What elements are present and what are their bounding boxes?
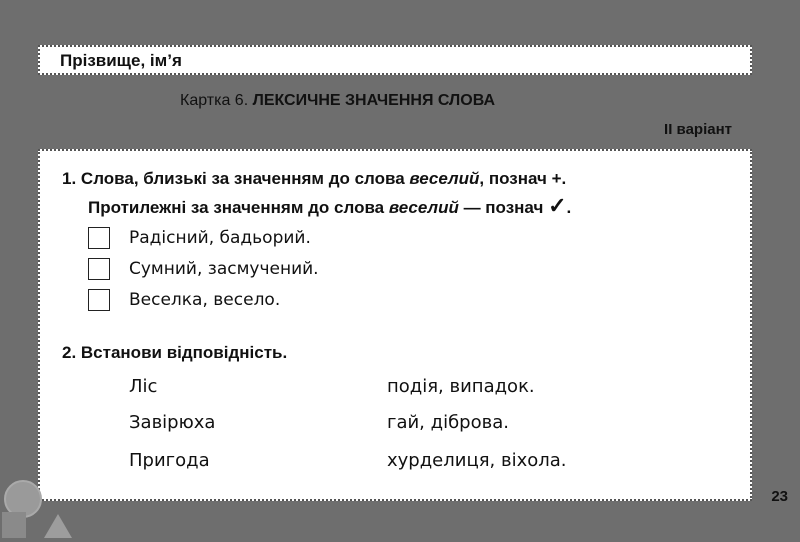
triangle-decoration-icon	[44, 514, 72, 538]
card-title	[180, 92, 495, 110]
name-label: Прізвище, ім’я	[60, 51, 182, 70]
task2-title: 2. Встанови відповідність.	[62, 343, 288, 362]
card-number: Картка 6.	[180, 92, 249, 109]
task1-line2	[88, 193, 571, 219]
task1-line1	[62, 169, 566, 189]
checkmark-icon: ✓	[548, 193, 567, 218]
task1-text-c: Протилежні за значенням до слова	[88, 198, 389, 217]
task1-word-2: веселий	[388, 198, 459, 217]
task1-number: 1.	[62, 169, 77, 188]
task1-text-end: .	[566, 198, 572, 217]
card-topic: ЛЕКСИЧНЕ ЗНАЧЕННЯ СЛОВА	[252, 92, 496, 109]
page-number: 23	[771, 488, 788, 505]
task1-text-a: Слова, близькі за значенням до слова	[80, 169, 410, 188]
option-label-2: Сумний, засмучений.	[129, 259, 319, 279]
option-checkbox-1[interactable]	[88, 227, 110, 249]
square-decoration-icon	[2, 512, 26, 538]
option-checkbox-3[interactable]	[88, 289, 110, 311]
task1-word: веселий	[409, 169, 480, 188]
option-label-1: Радісний, бадьорий.	[129, 228, 311, 248]
worksheet-box	[38, 149, 752, 501]
option-checkbox-2[interactable]	[88, 258, 110, 280]
match-right-2[interactable]: гай, діброва.	[387, 412, 509, 433]
match-right-3[interactable]: хурделиця, віхола.	[387, 450, 567, 471]
match-left-3[interactable]: Пригода	[129, 450, 210, 471]
variant-label: II варіант	[664, 121, 732, 138]
task1-text-b: , познач +.	[479, 169, 567, 188]
option-label-3: Веселка, весело.	[129, 290, 281, 310]
name-field[interactable]	[38, 45, 752, 75]
match-left-1[interactable]: Ліс	[129, 376, 158, 397]
match-right-1[interactable]: подія, випадок.	[387, 376, 535, 397]
task1-text-d: — познач	[458, 198, 549, 217]
match-left-2[interactable]: Завірюха	[129, 412, 216, 433]
